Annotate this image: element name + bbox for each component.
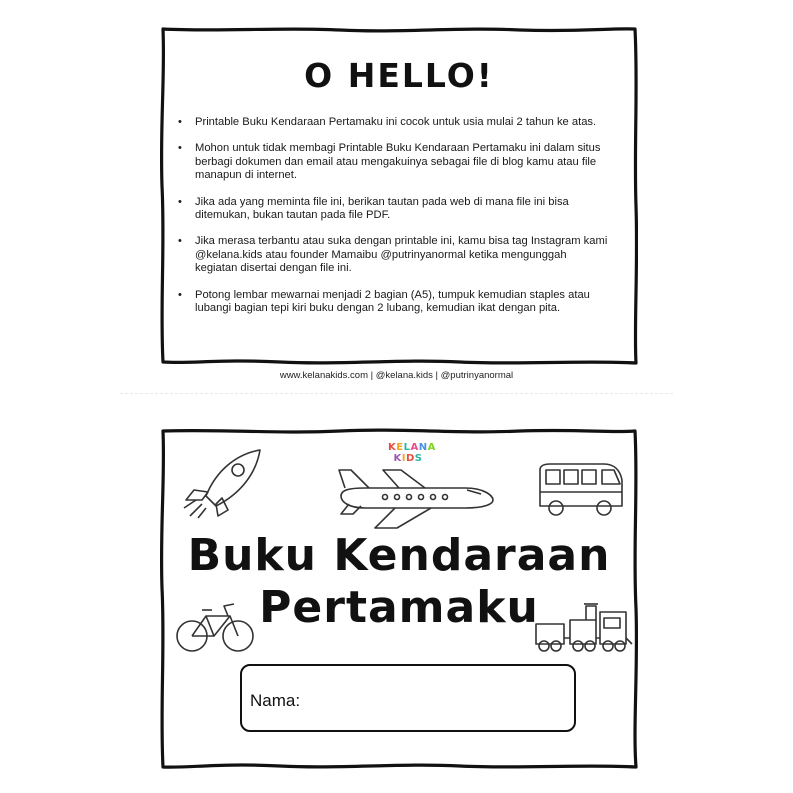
- logo-line-2: KIDS: [393, 453, 423, 464]
- list-item: • Jika merasa terbantu atau suka dengan printable ini, kamu bisa tag Instagram kami @kelana.kids atau founder Mamaibu @putrinyanormal ketika mengunggah kegiatan disertai dengan file ini.: [174, 235, 610, 275]
- airplane-icon: [335, 464, 495, 532]
- list-item: • Printable Buku Kendaraan Pertamaku ini cocok untuk usia mulai 2 tahun ke atas.: [174, 116, 610, 129]
- book-title-line-1: Buku Kendaraan: [187, 530, 611, 581]
- page-title: O HELLO!: [304, 56, 494, 95]
- cover-card: [160, 428, 638, 770]
- list-item: • Potong lembar mewarnai menjadi 2 bagian (A5), tumpuk kemudian staples atau lubangi bagian tepi kiri buku dengan 2 lubang, kemudian ikat dengan pita.: [174, 289, 610, 316]
- footer-links: www.kelanakids.com | @kelana.kids | @putrinyanormal: [279, 370, 514, 381]
- book-title-line-2: Pertamaku: [259, 582, 539, 633]
- name-field[interactable]: [240, 664, 576, 732]
- list-item: • Jika ada yang meminta file ini, berikan tautan pada web di mana file ini bisa ditemukan, bukan tautan pada file PDF.: [174, 196, 610, 223]
- rules-list: [174, 116, 610, 328]
- kelana-kids-logo: [388, 442, 436, 464]
- bus-icon: [534, 462, 626, 520]
- rocket-icon: [176, 446, 266, 520]
- list-item: • Mohon untuk tidak membagi Printable Buku Kendaraan Pertamaku ini dalam situs berbagi dokumen dan email atau mengakuinya sebagai file di blog kamu atau file manapun di internet.: [174, 142, 610, 182]
- info-card: [160, 26, 638, 366]
- logo-line-1: KELANA: [388, 442, 436, 453]
- cut-divider: [120, 393, 673, 394]
- name-label: Nama:: [250, 691, 301, 710]
